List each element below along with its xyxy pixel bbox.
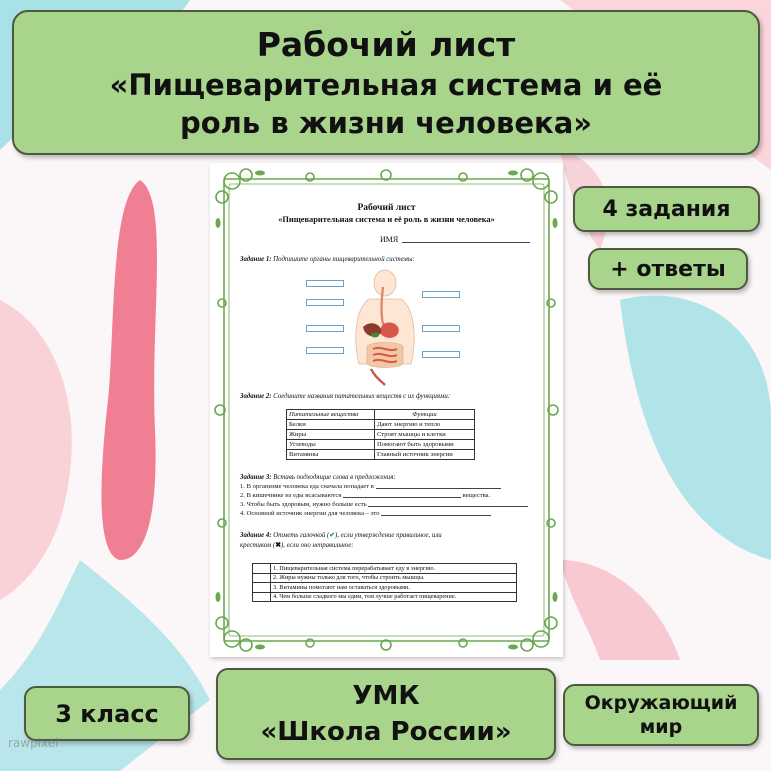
- check-mark-icon: ✔: [329, 532, 335, 539]
- task-4-label: Задание 4:: [240, 532, 272, 539]
- table-row: [287, 420, 475, 430]
- task-4-text: крестиком (: [240, 542, 276, 549]
- label-box: [422, 325, 460, 332]
- answer-blank: [376, 488, 501, 489]
- task-1-text: Подпишите органы пищеварительной системы:: [273, 256, 415, 263]
- table-cell: Главный источник энергии: [375, 450, 475, 460]
- umk-program: «Школа России»: [260, 717, 512, 747]
- table-row: [253, 573, 517, 583]
- title-line-1: Рабочий лист: [256, 24, 516, 64]
- subject-line-1: Окружающий: [584, 692, 738, 714]
- task-4-text: Отметь галочкой (: [273, 532, 330, 539]
- title-line-2: «Пищеварительная система и её: [109, 67, 663, 102]
- table-row: [287, 440, 475, 450]
- name-label: ИМЯ: [380, 235, 399, 244]
- label-box: [306, 325, 344, 332]
- task-1-label: Задание 1:: [240, 256, 272, 263]
- subject-line-2: мир: [639, 716, 683, 738]
- name-field: [380, 235, 530, 244]
- label-box: [422, 291, 460, 298]
- sentence-tail: вещества.: [462, 492, 491, 499]
- task-4-heading: [240, 531, 442, 539]
- grade-badge: [24, 686, 190, 741]
- table-row: [253, 592, 517, 602]
- sentence-text: 4. Основной источник энергии для человека – это: [240, 510, 380, 517]
- subject-badge: [563, 684, 759, 746]
- task-3-text: Вставь подходящие слова в предложения:: [273, 474, 396, 481]
- sentence-text: 2. В кишечнике из еды всасываются: [240, 492, 342, 499]
- task-3-heading: [240, 474, 396, 481]
- umk-label: УМК: [352, 681, 420, 711]
- tasks-count-label: 4 задания: [602, 196, 731, 222]
- answers-label: + ответы: [610, 256, 726, 282]
- table-cell: Помогают быть здоровыми: [375, 440, 475, 450]
- name-line: [402, 242, 530, 243]
- label-box: [306, 347, 344, 354]
- table-cell: Дают энергию и тепло: [375, 420, 475, 430]
- task-2-text: Соедините названия питательных веществ с их функциями:: [273, 393, 451, 400]
- umk-badge: [216, 668, 556, 760]
- table-cell: Белки: [287, 420, 375, 430]
- table-header-functions: Функции: [375, 410, 475, 420]
- task-4-heading-line-2: [240, 541, 353, 549]
- task-2-heading: [240, 393, 450, 400]
- cross-mark-icon: ✖: [275, 542, 281, 549]
- title-panel: [12, 10, 760, 155]
- task-3-label: Задание 3:: [240, 474, 272, 481]
- sentence-text: 1. В организме человека еда сначала попадает в: [240, 483, 374, 490]
- label-box: [306, 280, 344, 287]
- watermark: rawpixel: [8, 736, 59, 750]
- statement-cell: 1. Пищеварительная система перерабатывает еду в энергию.: [271, 564, 517, 574]
- table-row: [287, 450, 475, 460]
- task-2-label: Задание 2:: [240, 393, 272, 400]
- worksheet-subtitle: «Пищеварительная система и её роль в жизни человека»: [278, 215, 495, 224]
- statement-cell: 3. Витамины помогают нам оставаться здоровыми.: [271, 583, 517, 593]
- sentence-2: [240, 492, 490, 499]
- label-box: [422, 351, 460, 358]
- tasks-count-badge: [573, 186, 760, 232]
- statements-table: [252, 563, 517, 602]
- table-cell: Жиры: [287, 430, 375, 440]
- answer-blank: [368, 506, 528, 507]
- answer-blank: [381, 515, 491, 516]
- label-box: [306, 299, 344, 306]
- worksheet-preview: [210, 163, 563, 657]
- table-row: [253, 583, 517, 593]
- answer-blank: [343, 497, 461, 498]
- table-row: [253, 564, 517, 574]
- task-1-heading: [240, 256, 415, 263]
- statement-cell: 4. Чем больше сладкого мы едим, тем лучше работает пищеварение.: [271, 592, 517, 602]
- task-4-text: ), если утверждение правильное, или: [335, 532, 442, 539]
- table-cell: Витамины: [287, 450, 375, 460]
- sentence-text: 3. Чтобы быть здоровым, нужно больше есть: [240, 501, 367, 508]
- sentence-3: [240, 501, 528, 508]
- digestive-system-illustration: [345, 269, 425, 389]
- title-line-3: роль в жизни человека»: [179, 105, 593, 140]
- table-cell: Строят мышцы и клетки: [375, 430, 475, 440]
- checkbox-cell: [253, 583, 271, 593]
- sentence-1: [240, 483, 501, 490]
- checkbox-cell: [253, 592, 271, 602]
- answers-badge: [588, 248, 748, 290]
- grade-label: 3 класс: [55, 699, 159, 728]
- checkbox-cell: [253, 573, 271, 583]
- table-cell: Углеводы: [287, 440, 375, 450]
- nutrients-table: [286, 409, 475, 460]
- table-header-row: [287, 410, 475, 420]
- worksheet-title: Рабочий лист: [357, 203, 416, 213]
- sentence-4: [240, 510, 491, 517]
- table-row: [287, 430, 475, 440]
- checkbox-cell: [253, 564, 271, 574]
- statement-cell: 2. Жиры нужны только для того, чтобы строить мышцы.: [271, 573, 517, 583]
- table-header-nutrients: Питательные вещества: [287, 410, 375, 420]
- task-4-text: ), если оно неправильное:: [280, 542, 354, 549]
